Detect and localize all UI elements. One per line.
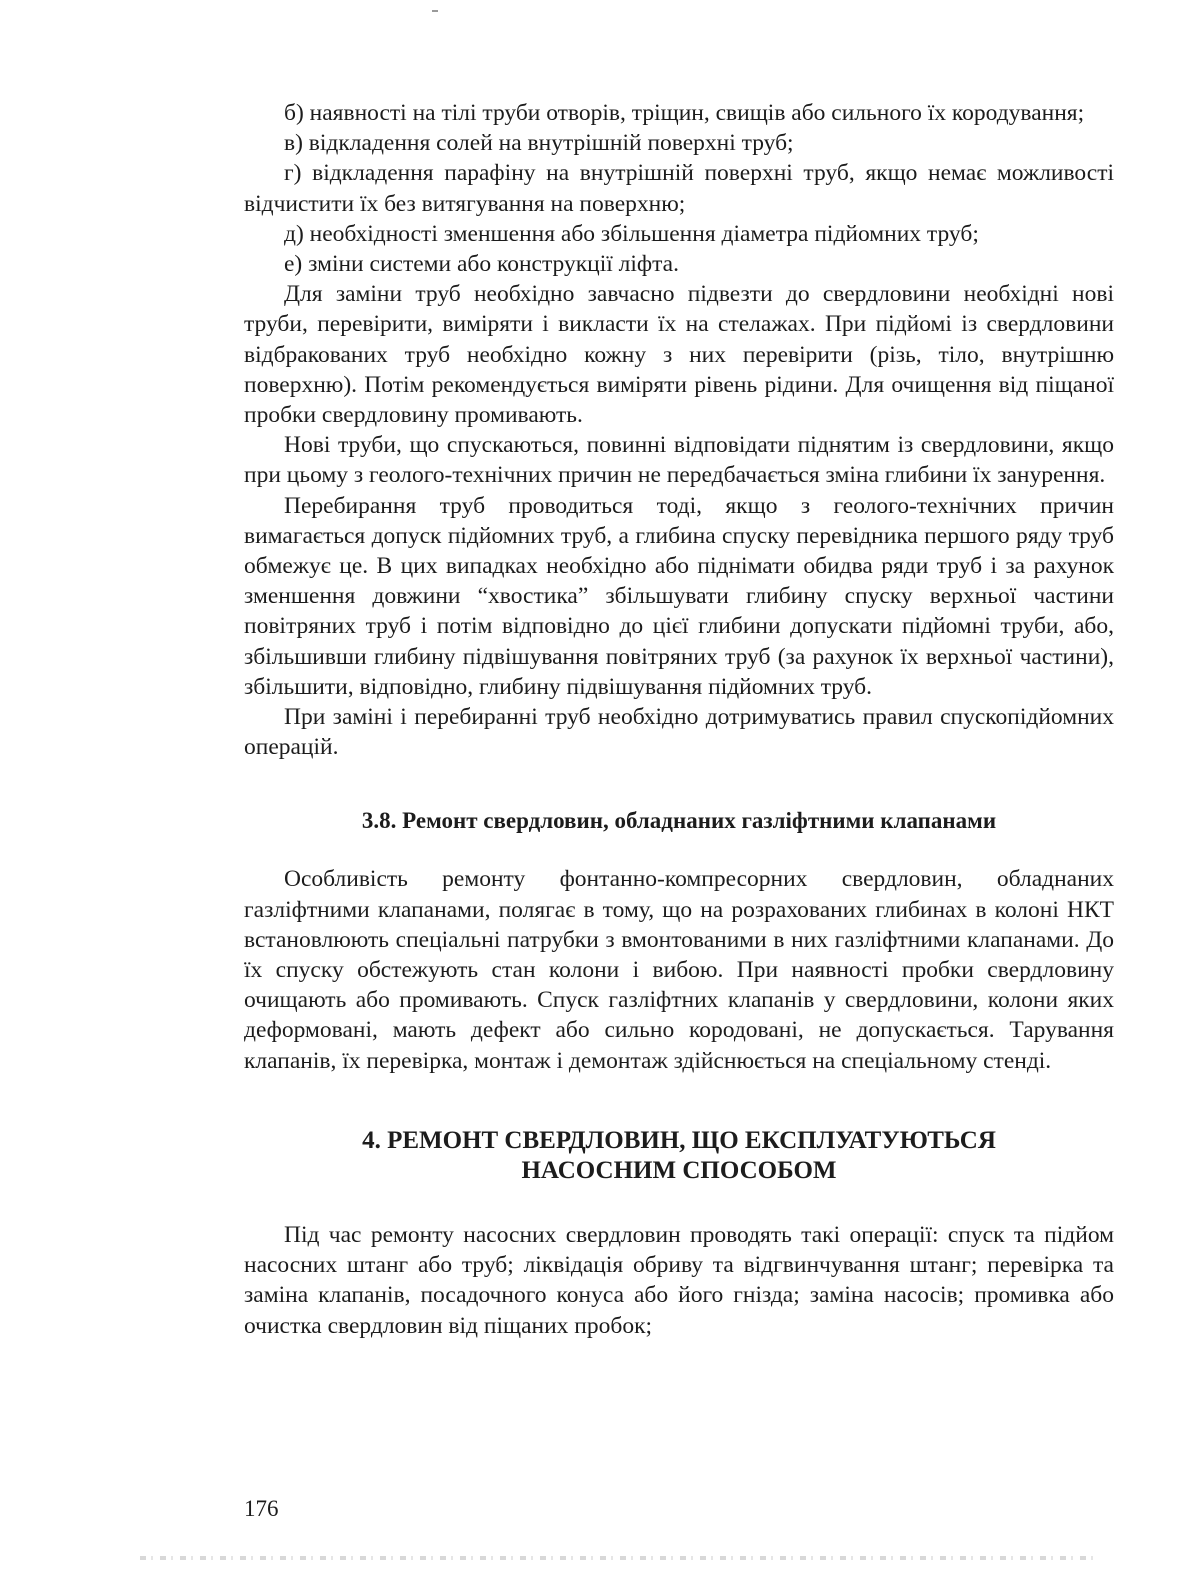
- paragraph-pipe-replacement: Для заміни труб необхідно завчасно підвезти до свердловини необхідні нові труби, перевірити, виміряти і викласти їх на стелажах. При підйомі із свердловини відбракованих труб необхідно кожну з них перевірити (різь, тіло, внутрішню поверхню). Потім рекомендується виміряти рівень рідини. Для очищення від піщаної пробки свердловину промивають.: [244, 281, 1114, 429]
- page-number: 176: [244, 1496, 279, 1521]
- paragraph-item-e: е) зміни системи або конструкції ліфта.: [284, 251, 679, 278]
- section-heading: 3.8. Ремонт свердловин, обладнаних газліфтними клапанами: [361, 808, 997, 834]
- paragraph-new-pipes: Нові труби, що спускаються, повинні відповідати піднятим із свердловини, якщо при цьому з геолого-технічних причин не передбачається зміна глибини їх занурення.: [244, 432, 1114, 489]
- chapter-heading-line-2: НАСОСНИМ СПОСОБОМ: [521, 1156, 837, 1184]
- paragraph-tripping-rules: При заміні і перебиранні труб необхідно дотримуватись правил спускопідйомних операцій.: [244, 704, 1114, 761]
- chapter-paragraph: Під час ремонту насосних свердловин проводять такі операції: спуск та підйом насосних штанг або труб; ліквідація обриву та відгвинчування штанг; перевірка та заміна клапанів, посадочного конуса або його гнізда; заміна насосів; промивка або очистка свердловин від піщаних пробок;: [244, 1221, 1114, 1339]
- paragraph-item-b: б) наявності на тілі труби отворів, тріщин, свищів або сильного їх кородування;: [284, 100, 1085, 126]
- paragraph-item-g: г) відкладення парафіну на внутрішній поверхні труб, якщо немає можливості відчистити їх без витягування на поверхню;: [244, 160, 1114, 217]
- chapter-heading-line-1: 4. РЕМОНТ СВЕРДЛОВИН, ЩО ЕКСПЛУАТУЮТЬСЯ: [362, 1126, 996, 1154]
- scan-bottom-edge: [140, 1556, 1100, 1560]
- paragraph-item-v: в) відкладення солей на внутрішній поверхні труб;: [284, 130, 794, 157]
- section-paragraph: Особливість ремонту фонтанно-компресорних свердловин, обладнаних газліфтними клапанами, полягає в тому, що на розрахованих глибинах в колоні НКТ встановлюють спеціальні патрубки з вмонтованими в них газліфтними клапанами. До їх спуску обстежують стан колони і вибою. При наявності пробки свердловину очищають або промивають. Спуск газліфтних клапанів у свердловини, колони яких деформовані, мають дефект або сильно кородовані, не допускається. Тарування клапанів, їх перевірка, монтаж і демонтаж здійснюється на спеціальному стенді.: [244, 866, 1114, 1074]
- chapter-heading: [244, 1126, 1114, 1186]
- scan-speck: [432, 10, 438, 12]
- paragraph-pipe-sorting: Перебирання труб проводиться тоді, якщо з геолого-технічних причин вимагається допуск підйомних труб, а глибина спуску перевідника першого ряду труб обмежує це. В цих випадках необхідно або піднімати обидва ряди труб і за рахунок зменшення довжини “хвостика” збільшувати глибину спуску верхньої частини повітряних труб і потім відповідно до цієї глибини допускати підйомні труби, або, збільшивши глибину підвішування повітряних труб (за рахунок їх верхньої частини), збільшити, відповідно, глибину підвішування підйомних труб.: [244, 492, 1114, 700]
- paragraph-item-d: д) необхідності зменшення або збільшення діаметра підйомних труб;: [284, 220, 979, 247]
- page-content: [244, 98, 1114, 1341]
